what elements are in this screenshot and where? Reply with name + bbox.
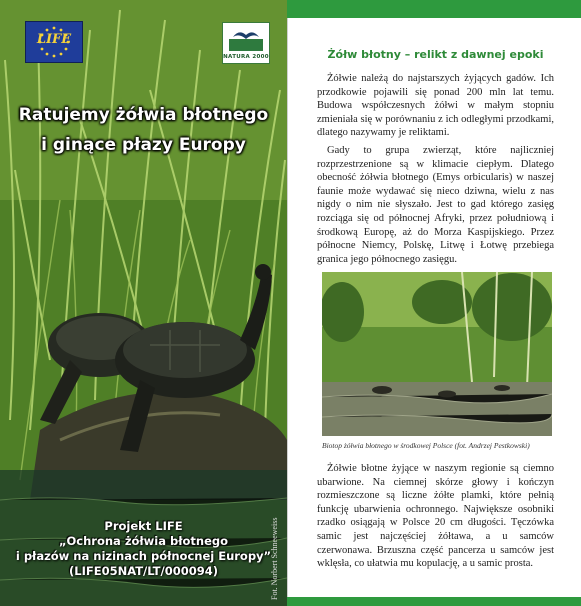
biotope-photo (322, 272, 552, 436)
paragraph-2: Gady to grupa zwierząt, które najliczniej rozprzestrzenione są w klimacie ciepłym. Dlatego obecność żółwia błotnego (Emys orbicularis) w naszej faunie może wydawać się nieco dziwna, wielu z nas nigdy o nim nie słyszało. Jest to gad którego zasięg rozciąga się od północnej Afryki, przez południową i środkową Europę, aż do Morza Kaspijskiego. Przez północne Niemcy, Polskę, Litwę i Łotwę przebiega granica jego północnego zasięgu. (317, 145, 554, 265)
bottom-green-bar (287, 597, 581, 606)
cover-title-line-1: Ratujemy żółwia błotnego (18, 105, 269, 125)
eu-life-logo (25, 21, 83, 63)
cover-panel (0, 0, 287, 606)
natura-2000-logo (222, 22, 270, 64)
project-code: (LIFE05NAT/LT/000094) (69, 564, 218, 578)
article-heading: Żółw błotny – relikt z dawnej epoki (327, 48, 544, 61)
project-info (0, 519, 287, 579)
natura-logo-text: NATURA 2000 (223, 54, 269, 60)
turtle-photo (0, 0, 287, 606)
bird-icon (229, 27, 263, 51)
cover-title-line-2: i ginące płazy Europy (41, 135, 246, 155)
project-line-1: Projekt LIFE (104, 519, 183, 533)
project-line-2: „Ochrona żółwia błotnego (58, 534, 229, 548)
life-logo-text: LIFE (36, 32, 72, 47)
photo-caption: Biotop żółwia błotnego w środkowej Polsce (fot. Andrzej Pestkowski) (322, 441, 530, 450)
paragraph-1: Żółwie należą do najstarszych żyjących gadów. Ich przodkowie pojawili się ponad 200 mln lat temu. Budowa współczesnych żółwi w małym stopniu zmieniała się w porównaniu z ich odległymi przodkami, dlatego nazywamy je reliktami. (317, 73, 554, 139)
photo-credit: Fot. Norbert Schneeweiss (270, 517, 279, 600)
project-line-3: i płazów na nizinach północnej Europy” (15, 549, 272, 563)
paragraph-3: Żółwie błotne żyjące w naszym regionie są ciemno ubarwione. Na ciemnej skórze głowy i kończyn rozmieszczone są liczne żółte plamki, które pełnią funkcję ubarwienia ochronnego. Największe osobniki rzadko osiągają w Polsce 20 cm długości. Tęczówka samic jest najczęściej żółtawa, a u samców czerwonawa. Brzuszna część pancerza u samców jest wklęsła, co ułatwia mu kopulację, a u samic prosta. (317, 463, 554, 570)
fold-divider (287, 0, 288, 606)
wetland-image (322, 272, 552, 436)
top-green-bar (287, 0, 581, 18)
